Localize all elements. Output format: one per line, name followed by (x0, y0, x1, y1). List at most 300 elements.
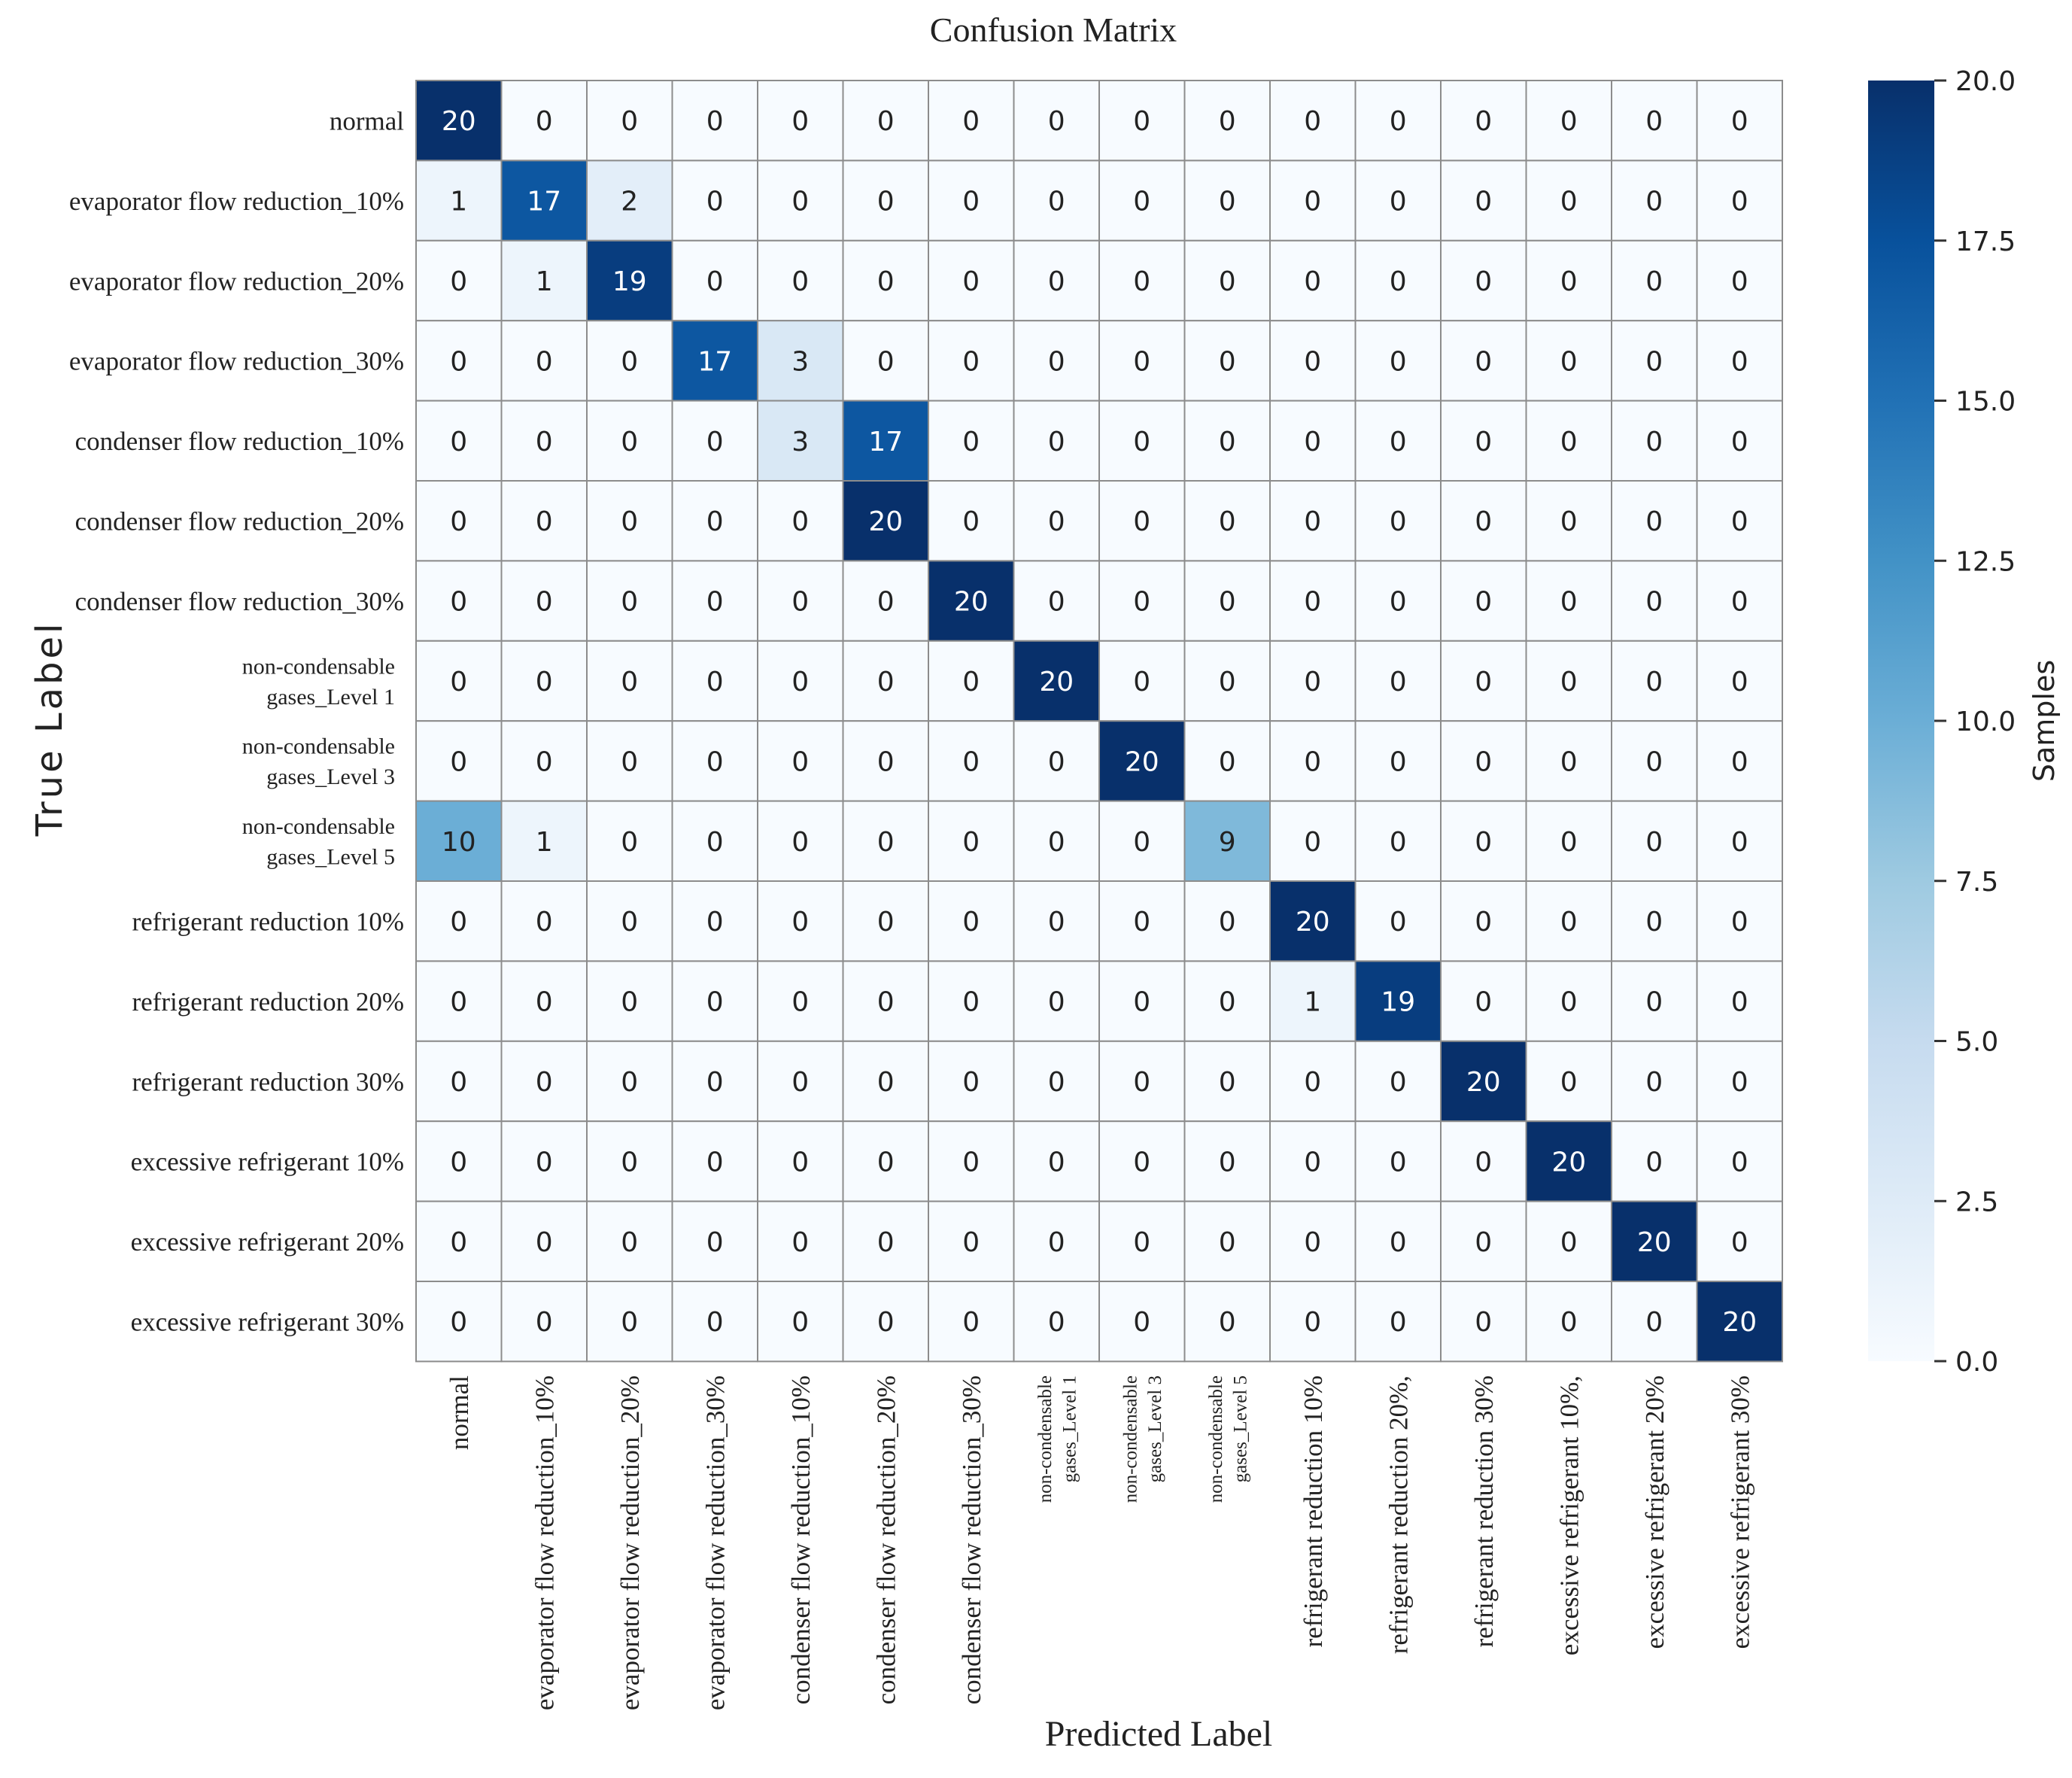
cell-value: 19 (1381, 986, 1416, 1018)
cell-value: 0 (1047, 1307, 1065, 1339)
cell-value: 0 (1047, 986, 1065, 1018)
cell-value: 0 (962, 506, 980, 538)
cell-value: 0 (962, 266, 980, 297)
cell-value: 0 (450, 506, 468, 538)
cell-value: 0 (1645, 746, 1663, 778)
cell-value: 0 (1645, 826, 1663, 858)
cell-value: 20 (1636, 1226, 1672, 1258)
cell-value: 0 (791, 1226, 810, 1258)
cell-value: 0 (706, 1226, 724, 1258)
colorbar-ticks (1934, 66, 2016, 1378)
cell-value: 0 (791, 586, 810, 618)
cell-value: 0 (1730, 586, 1748, 618)
cell-value: 0 (962, 1067, 980, 1098)
cell-value: 0 (1304, 426, 1322, 457)
cell-value: 0 (1047, 907, 1065, 938)
cell-value: 0 (706, 266, 724, 297)
cell-value: 0 (1218, 1226, 1236, 1258)
cell-value: 0 (535, 586, 553, 618)
cell-value: 0 (876, 106, 895, 138)
cell-value: 20 (1124, 746, 1159, 778)
colorbar-tick-label: 7.5 (1955, 866, 1999, 898)
cell-value: 0 (1304, 586, 1322, 618)
cell-value: 0 (535, 746, 553, 778)
cell-value: 0 (791, 1147, 810, 1178)
cell-value: 0 (535, 346, 553, 378)
cell-value: 0 (962, 346, 980, 378)
cell-value: 0 (1475, 667, 1493, 698)
cell-value: 0 (450, 266, 468, 297)
cell-value: 0 (1560, 907, 1578, 938)
column-label: excessive refrigerant 20% (1640, 1375, 1669, 1649)
column-label: normal (445, 1375, 474, 1451)
cell-value: 0 (1047, 106, 1065, 138)
cell-value: 0 (1645, 506, 1663, 538)
cell-value: 0 (1475, 907, 1493, 938)
cell-value: 0 (1389, 266, 1407, 297)
column-label: refrigerant reduction 10% (1299, 1375, 1328, 1648)
row-label: excessive refrigerant 20% (130, 1227, 404, 1257)
cell-value: 0 (706, 1307, 724, 1339)
cell-value: 0 (1218, 1067, 1236, 1098)
cell-value: 20 (868, 506, 904, 538)
cell-value: 0 (1047, 1226, 1065, 1258)
row-label: evaporator flow reduction_10% (68, 186, 404, 216)
cell-value: 0 (791, 1307, 810, 1339)
cell-value: 0 (1475, 1147, 1493, 1178)
cell-value: 0 (1560, 1226, 1578, 1258)
cell-value: 0 (450, 1307, 468, 1339)
y-axis-label: True Label (29, 620, 71, 837)
cell-value: 0 (1645, 1067, 1663, 1098)
cell-value: 0 (1560, 586, 1578, 618)
cell-value: 0 (450, 586, 468, 618)
cell-value: 0 (1389, 1067, 1407, 1098)
cell-value: 0 (535, 106, 553, 138)
colorbar-tick-label: 2.5 (1955, 1187, 1999, 1218)
cell-value: 0 (535, 986, 553, 1018)
column-label: non-condensable gases_Level 5 (1205, 1375, 1251, 1503)
cell-value: 0 (1645, 186, 1663, 217)
cell-value: 0 (450, 346, 468, 378)
cell-value: 0 (1133, 1147, 1151, 1178)
cell-value: 0 (1218, 667, 1236, 698)
cell-value: 0 (1047, 426, 1065, 457)
cell-value: 0 (1645, 346, 1663, 378)
cell-value: 0 (791, 506, 810, 538)
cell-value: 0 (1304, 826, 1322, 858)
cell-value: 20 (1466, 1067, 1501, 1098)
cell-value: 0 (621, 426, 639, 457)
cell-value: 0 (1389, 106, 1407, 138)
cell-value: 0 (621, 506, 639, 538)
cell-value: 0 (706, 907, 724, 938)
cell-value: 0 (1133, 1226, 1151, 1258)
cell-value: 0 (1304, 1226, 1322, 1258)
column-label: condenser flow reduction_30% (957, 1375, 986, 1705)
cell-value: 0 (1475, 266, 1493, 297)
cell-value: 3 (791, 426, 810, 457)
cell-value: 0 (1218, 426, 1236, 457)
cell-value: 0 (535, 506, 553, 538)
cell-value: 0 (621, 346, 639, 378)
cell-value: 0 (1645, 1307, 1663, 1339)
cell-value: 0 (1047, 186, 1065, 217)
cell-value: 0 (706, 986, 724, 1018)
cell-value: 0 (791, 907, 810, 938)
cell-value: 0 (962, 1226, 980, 1258)
cell-value: 0 (621, 1067, 639, 1098)
cell-value: 0 (621, 746, 639, 778)
cell-value: 0 (535, 1307, 553, 1339)
cell-value: 0 (535, 667, 553, 698)
cell-value: 0 (1389, 1147, 1407, 1178)
cell-value: 0 (962, 746, 980, 778)
column-label: evaporator flow reduction_10% (530, 1375, 560, 1711)
cell-value: 0 (621, 986, 639, 1018)
cell-value: 0 (1560, 667, 1578, 698)
cell-value: 0 (876, 667, 895, 698)
cell-value: 0 (1133, 986, 1151, 1018)
cell-value: 17 (868, 426, 904, 457)
row-label: refrigerant reduction 30% (132, 1067, 404, 1097)
column-label: refrigerant reduction 20%, (1384, 1375, 1414, 1655)
cell-value: 0 (1133, 506, 1151, 538)
cell-value: 0 (876, 1307, 895, 1339)
row-label: evaporator flow reduction_30% (68, 346, 404, 376)
colorbar (1868, 81, 1934, 1361)
cell-value: 19 (612, 266, 647, 297)
row-label: condenser flow reduction_30% (74, 586, 404, 616)
cell-value: 0 (1304, 506, 1322, 538)
cell-value: 0 (1645, 986, 1663, 1018)
cell-value: 0 (876, 907, 895, 938)
cell-value: 0 (1304, 746, 1322, 778)
cell-value: 0 (1047, 586, 1065, 618)
cell-value: 0 (1133, 826, 1151, 858)
cell-value: 0 (1389, 506, 1407, 538)
row-label: non-condensable gases_Level 1 (242, 654, 395, 710)
colorbar-tick-label: 5.0 (1955, 1026, 1999, 1058)
cell-value: 0 (791, 746, 810, 778)
colorbar-tick-label: 10.0 (1955, 707, 2016, 737)
cell-value: 0 (1475, 986, 1493, 1018)
cell-value: 0 (621, 1307, 639, 1339)
colorbar-tick-label: 17.5 (1955, 226, 2016, 257)
cell-value: 0 (450, 907, 468, 938)
cell-value: 0 (1304, 106, 1322, 138)
cell-value: 1 (535, 266, 553, 297)
column-label: refrigerant reduction 30% (1469, 1375, 1499, 1648)
cell-value: 0 (706, 586, 724, 618)
cell-value: 0 (1389, 586, 1407, 618)
cell-value: 0 (706, 746, 724, 778)
cell-value: 0 (1560, 986, 1578, 1018)
cell-value: 0 (1047, 1067, 1065, 1098)
cell-value: 2 (621, 186, 639, 217)
cell-value: 0 (1730, 1226, 1748, 1258)
cell-value: 0 (450, 667, 468, 698)
cell-value: 20 (1551, 1147, 1587, 1178)
cell-value: 0 (621, 667, 639, 698)
cell-value: 0 (876, 826, 895, 858)
cell-value: 0 (876, 346, 895, 378)
cell-value: 0 (706, 667, 724, 698)
cell-value: 0 (1389, 426, 1407, 457)
cell-value: 0 (1560, 346, 1578, 378)
cell-value: 0 (1475, 426, 1493, 457)
cell-value: 0 (962, 907, 980, 938)
cell-value: 0 (1304, 346, 1322, 378)
cell-value: 0 (1645, 907, 1663, 938)
cell-value: 0 (791, 667, 810, 698)
cell-value: 0 (1047, 346, 1065, 378)
cell-value: 0 (1645, 106, 1663, 138)
cell-value: 0 (1133, 667, 1151, 698)
row-labels (69, 106, 404, 1336)
cell-value: 0 (1047, 506, 1065, 538)
cell-value: 0 (1475, 746, 1493, 778)
cell-value: 0 (962, 106, 980, 138)
cell-value: 0 (1218, 506, 1236, 538)
cell-value: 0 (1133, 346, 1151, 378)
row-label: excessive refrigerant 30% (130, 1307, 404, 1337)
cell-value: 0 (1304, 667, 1322, 698)
cell-value: 0 (1730, 1147, 1748, 1178)
column-label: excessive refrigerant 30% (1725, 1375, 1755, 1649)
cell-value: 0 (876, 1147, 895, 1178)
column-label: condenser flow reduction_10% (786, 1375, 816, 1705)
cell-value: 0 (1218, 1307, 1236, 1339)
cell-value: 0 (1218, 907, 1236, 938)
x-axis-label: Predicted Label (1044, 1714, 1273, 1754)
cell-value: 0 (1475, 506, 1493, 538)
row-label: evaporator flow reduction_20% (68, 266, 404, 296)
cell-value: 0 (450, 1067, 468, 1098)
cell-value: 0 (791, 186, 810, 217)
chart-title: Confusion Matrix (929, 11, 1177, 49)
cell-value: 0 (876, 1067, 895, 1098)
row-label: non-condensable gases_Level 3 (242, 734, 395, 790)
cell-value: 0 (962, 986, 980, 1018)
cell-value: 0 (1730, 667, 1748, 698)
cell-value: 0 (1389, 1226, 1407, 1258)
cell-value: 0 (1730, 346, 1748, 378)
cell-value: 0 (1218, 986, 1236, 1018)
cell-value: 0 (1389, 346, 1407, 378)
cell-value: 0 (876, 586, 895, 618)
colorbar-tick-label: 0.0 (1955, 1347, 1999, 1378)
cell-value: 20 (441, 106, 476, 138)
cell-value: 0 (1475, 1226, 1493, 1258)
cell-value: 0 (1218, 186, 1236, 217)
cell-value: 0 (962, 186, 980, 217)
cell-value: 0 (1389, 907, 1407, 938)
cell-value: 0 (1389, 1307, 1407, 1339)
cell-value: 0 (1730, 186, 1748, 217)
cell-value: 0 (1475, 586, 1493, 618)
column-labels (445, 1375, 1755, 1710)
cell-value: 0 (621, 106, 639, 138)
cell-value: 0 (1047, 826, 1065, 858)
cell-value: 0 (791, 106, 810, 138)
cell-value: 0 (1560, 106, 1578, 138)
cell-value: 0 (621, 826, 639, 858)
cell-value: 0 (1475, 186, 1493, 217)
cell-value: 0 (1560, 426, 1578, 457)
cell-value: 0 (1304, 1307, 1322, 1339)
cell-value: 0 (706, 506, 724, 538)
cell-value: 0 (1133, 106, 1151, 138)
cell-value: 0 (1645, 426, 1663, 457)
cell-value: 0 (962, 1307, 980, 1339)
cell-value: 0 (1730, 426, 1748, 457)
cell-value: 0 (1047, 1147, 1065, 1178)
cell-value: 0 (706, 106, 724, 138)
cell-value: 0 (1389, 186, 1407, 217)
cell-value: 0 (706, 826, 724, 858)
row-label: condenser flow reduction_10% (74, 427, 404, 457)
colorbar-tick-label: 20.0 (1955, 66, 2016, 97)
cell-value: 0 (1560, 186, 1578, 217)
cell-value: 9 (1218, 826, 1236, 858)
cell-value: 0 (706, 1067, 724, 1098)
column-label: excessive refrigerant 10%, (1554, 1375, 1584, 1656)
cell-value: 0 (706, 186, 724, 217)
cell-value: 0 (450, 1147, 468, 1178)
cell-value: 0 (1560, 826, 1578, 858)
cell-value: 0 (1304, 1147, 1322, 1178)
cell-value: 0 (706, 1147, 724, 1178)
cell-value: 0 (535, 1067, 553, 1098)
cell-value: 0 (1133, 426, 1151, 457)
cell-value: 0 (1560, 266, 1578, 297)
cell-value: 0 (1133, 1067, 1151, 1098)
cell-value: 0 (1218, 746, 1236, 778)
cell-value: 0 (1389, 746, 1407, 778)
row-label: refrigerant reduction 20% (132, 986, 404, 1017)
cell-value: 20 (1039, 667, 1074, 698)
row-label: condenser flow reduction_20% (74, 506, 404, 536)
cell-value: 0 (1133, 186, 1151, 217)
cell-value: 0 (876, 986, 895, 1018)
column-label: non-condensable gases_Level 1 (1034, 1375, 1080, 1503)
cell-value: 0 (962, 826, 980, 858)
cell-value: 0 (621, 1226, 639, 1258)
colorbar-label: Samples (2028, 659, 2061, 783)
cell-value: 0 (962, 426, 980, 457)
cell-value: 0 (535, 426, 553, 457)
cell-value: 0 (450, 1226, 468, 1258)
cell-value: 0 (1560, 506, 1578, 538)
cell-value: 0 (1560, 746, 1578, 778)
cell-value: 0 (1304, 186, 1322, 217)
cell-value: 17 (697, 346, 733, 378)
column-label: evaporator flow reduction_20% (615, 1375, 645, 1711)
cell-value: 0 (1730, 106, 1748, 138)
cell-value: 0 (1730, 907, 1748, 938)
cell-value: 0 (1475, 1307, 1493, 1339)
cell-value: 3 (791, 346, 810, 378)
cell-value: 0 (876, 1226, 895, 1258)
cell-value: 0 (962, 1147, 980, 1178)
cell-value: 0 (535, 1147, 553, 1178)
cell-value: 0 (706, 426, 724, 457)
cell-value: 0 (1475, 826, 1493, 858)
column-label: non-condensable gases_Level 3 (1120, 1375, 1165, 1503)
cell-value: 0 (1730, 266, 1748, 297)
colorbar-tick-label: 12.5 (1955, 546, 2016, 578)
cell-value: 0 (962, 667, 980, 698)
cell-value: 20 (953, 586, 989, 618)
column-label: evaporator flow reduction_30% (700, 1375, 731, 1711)
cell-value: 0 (1304, 1067, 1322, 1098)
cell-value: 0 (791, 266, 810, 297)
cell-value: 0 (1645, 1147, 1663, 1178)
cell-value: 0 (1645, 586, 1663, 618)
cell-value: 1 (1304, 986, 1322, 1018)
cell-value: 0 (1218, 106, 1236, 138)
cell-value: 0 (621, 586, 639, 618)
column-label: condenser flow reduction_20% (871, 1375, 901, 1705)
cell-value: 0 (1389, 667, 1407, 698)
cell-value: 20 (1722, 1307, 1758, 1339)
cell-value: 0 (535, 1226, 553, 1258)
cell-value: 0 (1133, 1307, 1151, 1339)
cell-value: 1 (450, 186, 468, 217)
cell-value: 0 (1645, 667, 1663, 698)
cell-value: 0 (450, 746, 468, 778)
cell-value: 20 (1295, 907, 1330, 938)
cell-value: 0 (1730, 1067, 1748, 1098)
cell-value: 0 (876, 266, 895, 297)
row-label: excessive refrigerant 10% (130, 1147, 404, 1177)
cell-value: 0 (1730, 506, 1748, 538)
cell-value: 10 (441, 826, 476, 858)
cell-value: 0 (535, 907, 553, 938)
cell-value: 0 (1389, 826, 1407, 858)
row-label: normal (329, 106, 404, 136)
cell-value: 0 (1730, 986, 1748, 1018)
cell-value: 0 (1218, 266, 1236, 297)
cell-value: 0 (1047, 746, 1065, 778)
cell-value: 0 (1730, 746, 1748, 778)
cell-value: 0 (1133, 907, 1151, 938)
cell-value: 0 (450, 426, 468, 457)
cell-value: 0 (1475, 346, 1493, 378)
cell-value: 0 (791, 826, 810, 858)
cell-value: 0 (1475, 106, 1493, 138)
cell-value: 0 (1730, 826, 1748, 858)
cell-value: 1 (535, 826, 553, 858)
cell-value: 0 (621, 907, 639, 938)
row-label: refrigerant reduction 10% (132, 907, 404, 937)
cell-value: 0 (1218, 586, 1236, 618)
cell-value: 0 (1133, 266, 1151, 297)
cell-value: 0 (621, 1147, 639, 1178)
cell-value: 0 (1047, 266, 1065, 297)
cell-value: 17 (527, 186, 562, 217)
cell-value: 0 (1218, 1147, 1236, 1178)
cell-value: 0 (1560, 1307, 1578, 1339)
cell-value: 0 (876, 746, 895, 778)
row-label: non-condensable gases_Level 5 (242, 814, 395, 870)
cell-value: 0 (1218, 346, 1236, 378)
colorbar-tick-label: 15.0 (1955, 386, 2016, 418)
cell-value: 0 (1645, 266, 1663, 297)
cell-value: 0 (876, 186, 895, 217)
cell-value: 0 (450, 986, 468, 1018)
